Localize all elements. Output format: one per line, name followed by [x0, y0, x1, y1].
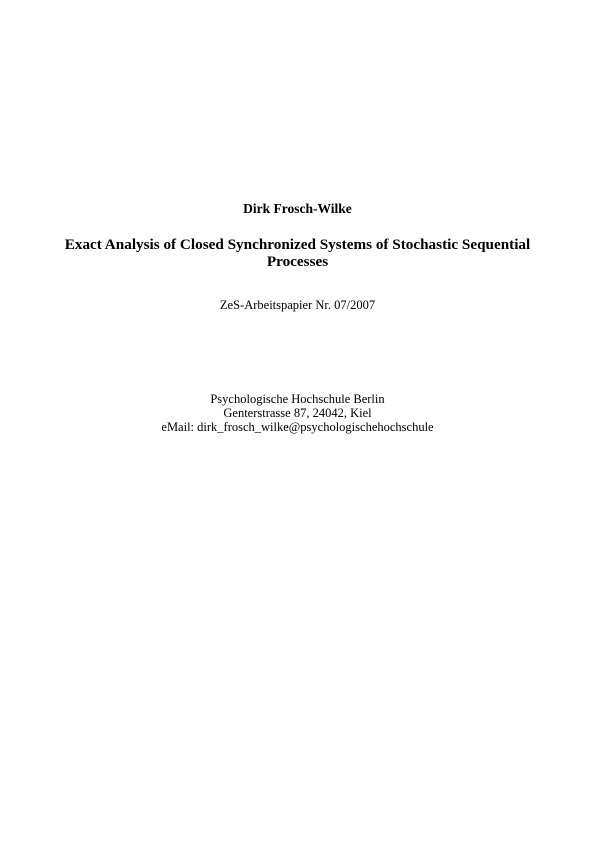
paper-title-line-1: Exact Analysis of Closed Synchronized Systems of Stochastic Sequential: [64, 236, 531, 253]
paper-title-line-2: Processes: [266, 253, 329, 270]
email-address: eMail: dirk_frosch_wilke@psychologischehochschule: [161, 420, 434, 434]
author-name: Dirk Frosch-Wilke: [243, 201, 352, 216]
street-address: Genterstrasse 87, 24042, Kiel: [223, 406, 372, 420]
institution-name: Psychologische Hochschule Berlin: [210, 392, 385, 406]
working-paper-number: ZeS-Arbeitspapier Nr. 07/2007: [219, 298, 376, 312]
